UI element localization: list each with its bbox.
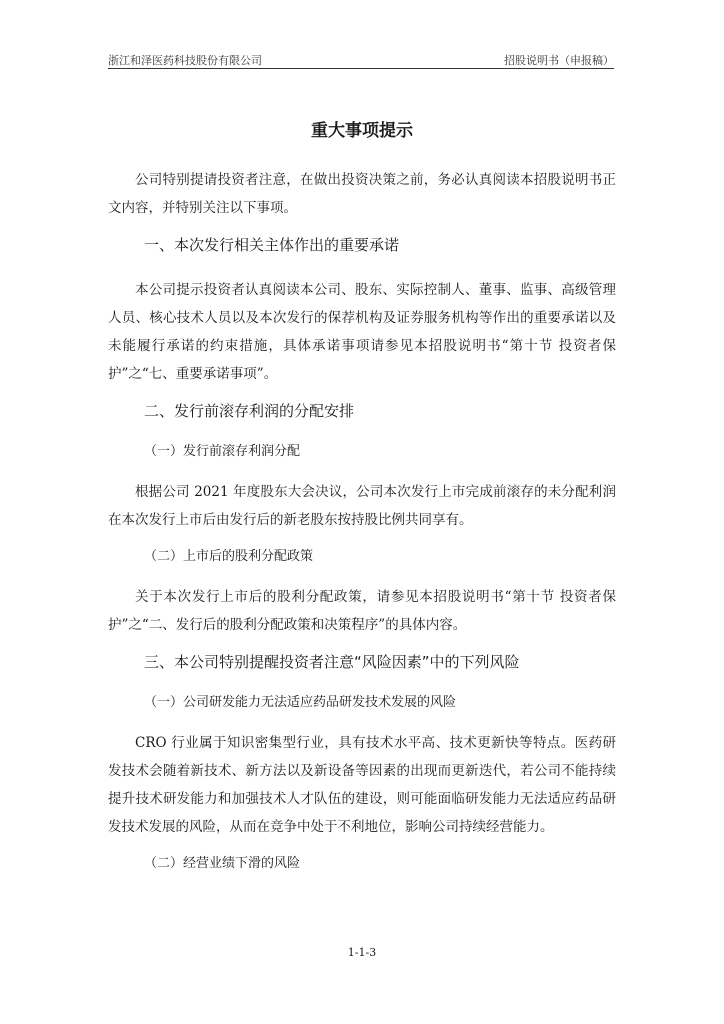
page-title: 重大事项提示 <box>311 121 413 141</box>
section-2-sub2-heading: （二）上市后的股利分配政策 <box>144 549 314 564</box>
header-company-name: 浙江和泽医药科技股份有限公司 <box>108 54 262 67</box>
header-document-type: 招股说明书（申报稿） <box>504 54 614 67</box>
document-body <box>108 166 616 890</box>
section-1-body: 本公司提示投资者认真阅读本公司、股东、实际控制人、董事、监事、高级管理人员、核心技术人员以及本次发行的保荐机构及证券服务机构等作出的重要承诺以及未能履行承诺的约束措施，具体承诺事项请参见本招股说明书“第十节 投资者保护”之“七、重要承诺事项”。 <box>108 282 616 382</box>
section-2-heading: 二、发行前滚存利润的分配安排 <box>144 402 355 420</box>
intro-paragraph: 公司特别提请投资者注意，在做出投资决策之前，务必认真阅读本招股说明书正文内容，并特别关注以下事项。 <box>108 172 616 216</box>
section-1-heading: 一、本次发行相关主体作出的重要承诺 <box>144 236 400 254</box>
page-header <box>108 50 614 69</box>
page-number: 1-1-3 <box>347 946 377 959</box>
section-3-heading: 三、本公司特别提醒投资者注意“风险因素”中的下列风险 <box>144 653 520 671</box>
section-2-sub1-heading: （一）发行前滚存利润分配 <box>144 444 301 459</box>
section-3-sub1-heading: （一）公司研发能力无法适应药品研发技术发展的风险 <box>144 695 457 710</box>
section-3-sub2-heading: （二）经营业绩下滑的风险 <box>144 856 301 871</box>
section-2-sub1-body: 根据公司 2021 年度股东大会决议，公司本次发行上市完成前滚存的未分配利润在本次发行上市后由发行后的新老股东按持股比例共同享有。 <box>108 484 616 528</box>
section-3-sub1-body: CRO 行业属于知识密集型行业，具有技术水平高、技术更新快等特点。医药研发技术会随着新技术、新方法以及新设备等因素的出现而更新迭代，若公司不能持续提升技术研发能力和加强技术人才队伍的建设，则可能面临研发能力无法适应药品研发技术发展的风险，从而在竞争中处于不利地位，影响公司持续经营能力。 <box>108 735 616 835</box>
section-2-sub2-body: 关于本次发行上市后的股利分配政策，请参见本招股说明书“第十节 投资者保护”之“二、发行后的股利分配政策和决策程序”的具体内容。 <box>108 589 616 633</box>
